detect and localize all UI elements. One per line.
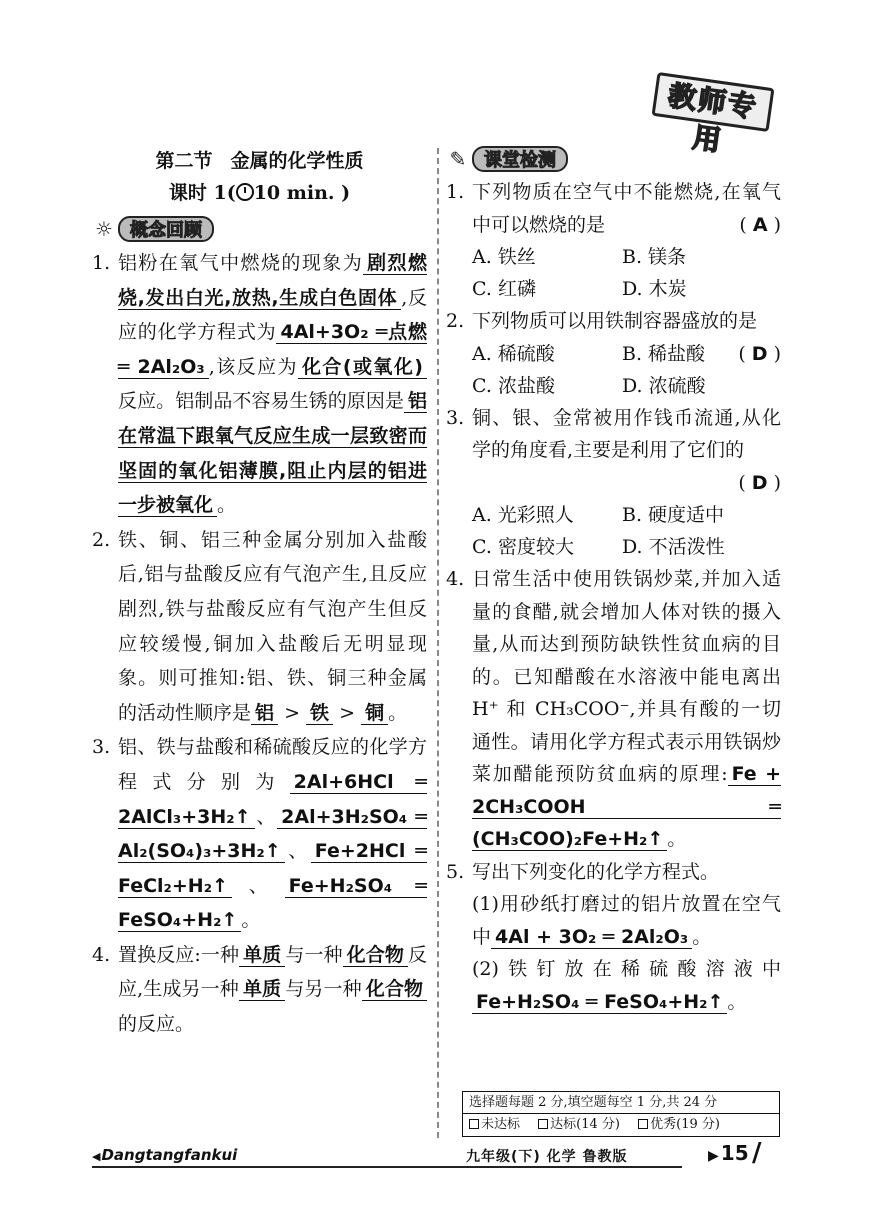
clock-icon: [236, 183, 254, 201]
answer-blank: 剧烈燃烧,发出白光,放热,生成白色固体: [118, 252, 427, 309]
answer-blank: 化合物: [343, 944, 408, 967]
mc-options-2: A. 稀硫酸 B. 稀盐酸 C. 浓盐酸 D. 浓硫酸: [472, 342, 706, 397]
checkbox[interactable]: [638, 1119, 648, 1129]
question-5-equations: 5. 写出下列变化的化学方程式。 (1)用砂纸打磨过的铝片放置在空气中 4Al + 3O₂ ═ 2Al₂O₃ 。 (2)铁钉放在稀硫酸溶液中Fe+H₂SO₄ ═ FeSO₄+H₂↑ 。: [446, 860, 781, 1013]
section-name: 金属的化学性质: [230, 150, 364, 172]
answer-blank: 化合物: [362, 978, 427, 1001]
answer-blank: 铁: [306, 702, 333, 725]
lesson-duration: 10 min. ): [253, 182, 351, 204]
brand-logo: ◀ Dangtangfankui: [92, 1146, 237, 1164]
answer-blank: 2Al+3H₂SO₄ ═ Al₂(SO₄)₃+3H₂↑: [118, 805, 427, 863]
score-box: [462, 1091, 780, 1137]
answer-blank: Fe+H₂SO₄ ═ FeSO₄+H₂↑: [118, 874, 427, 932]
left-column: [92, 146, 427, 1042]
checkbox[interactable]: [538, 1119, 548, 1129]
question-4-equation: 4. 日常生活中使用铁锅炒菜,并加入适量的食醋,就会增加人体对铁的摄入量,从而达到预防缺铁性贫血病的目的。已知醋酸在水溶液中能电离出 H⁺ 和 CH₃COO⁻,并具有酸的一切通性。请用化学方程式表示用铁锅炒菜加醋能预防贫血病的原理: Fe + 2CH₃COOH ═ (CH₃COO)₂Fe+H₂↑ 。: [446, 568, 781, 850]
book-info: 九年级(下) 化学 鲁教版: [466, 1149, 628, 1165]
answer-paren: ( D ): [738, 342, 781, 365]
class-test-badge: ✎ 课堂检测: [446, 146, 568, 172]
teacher-use-stamp: 教师专用: [652, 72, 775, 132]
mc-options-3: A. 光彩照人 B. 硬度适中 C. 密度较大 D. 不活泼性: [472, 504, 725, 558]
sun-icon: ☼: [95, 217, 113, 241]
answer-blank: 单质: [239, 944, 285, 967]
answer-blank: 铝在常温下跟氧气反应生成一层致密而坚固的氧化铝薄膜,阻止内层的铝进一步被氧化: [118, 390, 427, 517]
answer-paren: ( D ): [738, 471, 781, 494]
section-number: 第二节: [155, 150, 213, 172]
question-4: 4. 置换反应:一种 单质 与一种 化合物 反应,生成另一种 单质 与另一种 化合物的反应。: [92, 943, 427, 1036]
answer-paren: ( A ): [739, 213, 781, 236]
lesson-info: [92, 176, 427, 210]
mc-question-1: 1. 下列物质在空气中不能燃烧,在氧气中可以燃烧的是 ( A ): [446, 176, 781, 241]
answer-blank: 铝: [251, 702, 278, 725]
question-1: 1. 铝粉在氧气中燃烧的现象为 剧烈燃烧,发出白光,放热,生成白色固体 ,反应的化学方程式为 4Al+3O₂ ═点燃═ 2Al₂O₃ ,该反应为 化合(或氧化)反应。铝制品不容易生锈的原因是 铝在常温下跟氧气反应生成一层致密而坚固的氧化铝薄膜,阻止内层的铝进一步被氧化 。: [92, 252, 428, 517]
question-2: 2. 铁、铜、铝三种金属分别加入盐酸后,铝与盐酸反应有气泡产生,且反应剧烈,铁与盐酸反应有气泡产生但反应较缓慢,铜加入盐酸后无明显现象。则可推知:铝、铁、铜三种金属的活动性顺序是 铝 > 铁 > 铜 。: [92, 528, 427, 724]
answer-blank: Fe + 2CH₃COOH ═ (CH₃COO)₂Fe+H₂↑: [472, 763, 781, 850]
answer-blank: 4Al+3O₂ ═点燃═ 2Al₂O₃: [118, 321, 427, 378]
mc-question-2: 2. 下列物质可以用铁制容器盛放的是 ( D ): [446, 305, 781, 338]
score-rule: 选择题每题 2 分,填空题每空 1 分,共 24 分: [463, 1092, 779, 1114]
page-number: ▶ 15: [708, 1141, 749, 1165]
lesson-label: 课时 1(: [168, 182, 236, 204]
answer-blank: 单质: [239, 978, 285, 1001]
concept-review-badge: ☼ 概念回顾: [92, 216, 214, 242]
page-footer: [92, 1138, 782, 1168]
checkbox[interactable]: [469, 1119, 479, 1129]
section-title: [92, 146, 427, 176]
rocket-icon: ✎: [449, 147, 467, 171]
answer-blank: Fe+H₂SO₄ ═ FeSO₄+H₂↑: [472, 991, 727, 1014]
mc-options-1: A. 铁丝 B. 镁条 C. 红磷 D. 木炭: [472, 246, 687, 300]
question-3: 3. 铝、铁与盐酸和稀硫酸反应的化学方程式分别为 2Al+6HCl ═ 2AlCl₃+3H₂↑ 、 2Al+3H₂SO₄ ═ Al₂(SO₄)₃+3H₂↑ 、 Fe+2HCl ═ FeCl₂+H₂↑ 、 Fe+H₂SO₄ ═ FeSO₄+H₂↑ 。: [92, 736, 427, 932]
answer-blank: Fe+2HCl ═ FeCl₂+H₂↑: [118, 840, 427, 897]
right-column: [446, 146, 781, 1018]
slash-decoration: /: [752, 1138, 762, 1168]
mc-question-3: 3. 铜、银、金常被用作钱币流通,从化学的角度看,主要是利用了它们的 ( D ): [446, 402, 781, 500]
answer-blank: 铜: [361, 702, 388, 725]
score-options: 未达标 达标(14 分) 优秀(19 分): [463, 1114, 779, 1136]
answer-blank: 4Al + 3O₂ ═ 2Al₂O₃: [491, 926, 692, 949]
column-divider: [437, 148, 439, 1138]
answer-blank: 化合(或氧化): [298, 356, 427, 379]
answer-blank: 2Al+6HCl ═ 2AlCl₃+3H₂↑: [118, 770, 427, 828]
footer-rule: [92, 1166, 682, 1168]
